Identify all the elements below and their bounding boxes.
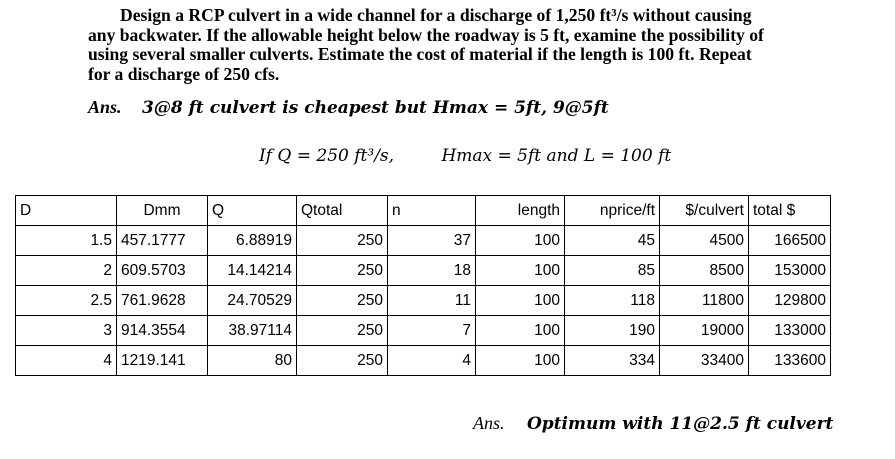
table-cell: 250 [297,316,388,346]
table-cell: 37 [388,226,476,256]
table-cell: 100 [476,256,565,286]
header-cell: nprice/ft [565,196,660,226]
table-cell: 18 [388,256,476,286]
table-cell: 250 [297,286,388,316]
problem-line: Design a RCP culvert in a wide channel for a discharge of 1,250 ft³/s without causing [120,5,752,25]
table-cell: 3 [16,316,117,346]
table-cell: 2 [16,256,117,286]
table-cell: 1.5 [16,226,117,256]
table-cell: 11 [388,286,476,316]
culvert-cost-table [15,195,831,376]
table-cell: 129800 [749,286,831,316]
table-cell: 250 [297,226,388,256]
table-cell: 100 [476,286,565,316]
header-cell: length [476,196,565,226]
table-cell: 33400 [660,346,749,376]
table-cell: 80 [208,346,297,376]
table-cell: 38.97114 [208,316,297,346]
header-cell: Qtotal [297,196,388,226]
conclusion-text: Optimum with 11@2.5 ft culvert [527,414,834,434]
problem-answer [88,97,609,118]
table-cell: 11800 [660,286,749,316]
given-height-length: Hmax = 5ft and L = 100 ft [441,146,672,166]
table-cell: 250 [297,256,388,286]
table-cell: 45 [565,226,660,256]
table-cell: 19000 [660,316,749,346]
header-cell: n [388,196,476,226]
header-cell: $/culvert [660,196,749,226]
table-cell: 4 [16,346,117,376]
table-cell: 85 [565,256,660,286]
table-cell: 166500 [749,226,831,256]
table-cell: 457.1777 [117,226,208,256]
table-row [16,346,831,376]
problem-statement [88,6,878,84]
table-cell: 24.70529 [208,286,297,316]
problem-line: for a discharge of 250 cfs. [88,63,280,84]
table-cell: 2.5 [16,286,117,316]
header-cell: total $ [749,196,831,226]
problem-line: using several smaller culverts. Estimate the cost of material if the length is 100 ft. Repeat [88,44,752,64]
table-cell: 100 [476,316,565,346]
table-row [16,286,831,316]
problem-line: any backwater. If the allowable height below the roadway is 5 ft, examine the possibility of [88,24,764,45]
table-cell: 4 [388,346,476,376]
table-cell: 8500 [660,256,749,286]
table-cell: 761.9628 [117,286,208,316]
given-discharge: If Q = 250 ft³/s, [259,146,395,166]
table-cell: 250 [297,346,388,376]
table-cell: 4500 [660,226,749,256]
table-cell: 334 [565,346,660,376]
table-cell: 153000 [749,256,831,286]
table-header-row [16,196,831,226]
table-cell: 1219.141 [117,346,208,376]
table-cell: 6.88919 [208,226,297,256]
header-cell: Dmm [117,196,208,226]
table-cell: 100 [476,226,565,256]
table-row [16,256,831,286]
table-cell: 14.14214 [208,256,297,286]
answer-text: 3@8 ft culvert is cheapest but Hmax = 5ft, 9@5ft [142,98,609,118]
table-row [16,316,831,346]
table-cell: 609.5703 [117,256,208,286]
table-cell: 914.3554 [117,316,208,346]
table-cell: 7 [388,316,476,346]
table-row [16,226,831,256]
table-cell: 100 [476,346,565,376]
table-cell: 133600 [749,346,831,376]
header-cell: Q [208,196,297,226]
header-cell: D [16,196,117,226]
given-conditions [259,146,671,166]
table-cell: 190 [565,316,660,346]
table-cell: 133000 [749,316,831,346]
conclusion-label: Ans. [473,413,505,433]
answer-label: Ans. [88,97,122,117]
table-cell: 118 [565,286,660,316]
conclusion [473,413,833,434]
